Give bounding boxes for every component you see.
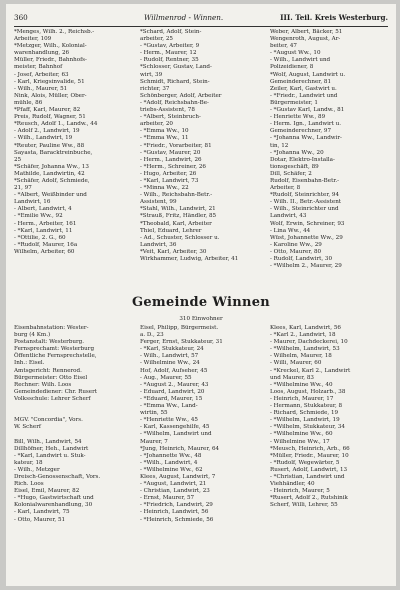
entry-line: Schönberger, Adolf, Arbeiter bbox=[140, 92, 222, 99]
entry-line: - Karl, Kassengehilfe, 45 bbox=[140, 424, 210, 431]
entry-line: - *Friedrich, Landwirt, 29 bbox=[140, 502, 213, 509]
entry-line: - *Johanna Ww., Landwir- bbox=[270, 135, 342, 142]
entry-line bbox=[14, 410, 132, 417]
entry-line: Viehhändler, 40 bbox=[270, 481, 315, 488]
entry-line: - *Heinrich, Schmiede, 56 bbox=[140, 516, 214, 523]
entry-line: - Maurer, Dachdeckerei, 10 bbox=[270, 339, 348, 346]
entry-line: *Müller, Friedr., Maurer, 10 bbox=[270, 452, 349, 459]
entry-line: und Maurer, 83 bbox=[270, 374, 314, 381]
entry-line: Nink, Alois, Müller, Ober- bbox=[14, 92, 87, 99]
entry-line: - Herm., Maurer, 12 bbox=[140, 50, 197, 57]
entry-line: Wilhelm, Arbeiter, 60 bbox=[14, 248, 75, 255]
entry-line: - *August 2., Maurer, 43 bbox=[140, 381, 209, 388]
entry-line: - Rudolf, Rentner, 35 bbox=[140, 57, 199, 64]
entry-line: *Meusch, Heinrich, Arb., 66 bbox=[270, 445, 350, 452]
entry-line: - Karoline Ww., 29 bbox=[270, 241, 322, 248]
entry-line: - *August Ww., 10 bbox=[270, 50, 321, 57]
entry-line: Polizeidiener, 8 bbox=[270, 64, 314, 71]
entry-line: - *Emilie Ww., 92 bbox=[14, 213, 63, 220]
entry-line: - *Wilhelm, Landwirt, 53 bbox=[270, 346, 340, 353]
entry-line: - Wilhelmine Ww., 17 bbox=[270, 438, 330, 445]
entry-line: - Hermann, Stukkateur, 8 bbox=[270, 403, 343, 410]
entry-line: Bürgermeister, 1 bbox=[270, 99, 318, 106]
entry-line bbox=[14, 403, 132, 410]
entry-line: beiter, 47 bbox=[270, 43, 297, 50]
entry-line: - Richard, Schmiede, 19 bbox=[270, 410, 339, 417]
entry-line: - Wilh., Landwirt und bbox=[270, 57, 331, 64]
entry-line: - *Wilhelmine Ww., 40 bbox=[270, 381, 333, 388]
entry-line: Müller, Friedr., Bahnhofs- bbox=[14, 57, 87, 64]
entry-line: - *Albert, Weißbinder und bbox=[14, 192, 87, 199]
entry-line: - Karl, Kriegsinvalide, 51 bbox=[14, 78, 85, 85]
entry-line: Eisenbahnstation: Wester- bbox=[14, 325, 89, 331]
entry-line: - *Rudolf, Maurer, 16a bbox=[14, 241, 78, 248]
entry-line: Volksschule: Lehrer Scherf bbox=[14, 395, 91, 402]
entry-line: burg (4 Km.) bbox=[14, 332, 51, 339]
entry-line: - Wilh. II., Betr.-Assistent bbox=[270, 199, 342, 206]
entry-line: *Metzger, Wilh., Kolonial- bbox=[14, 43, 87, 50]
entry-line: - *Wilhelmine Ww., 62 bbox=[140, 466, 203, 473]
entry-line: kateur, 18 bbox=[14, 459, 43, 466]
entry-line: Kolonialwarenhandlung, 30 bbox=[14, 502, 93, 509]
entry-line: Loos, August, Holzarb., 38 bbox=[270, 388, 346, 395]
entry-line: - *August, Landwirt, 21 bbox=[140, 481, 207, 488]
entry-line: Landwirt, 36 bbox=[140, 241, 177, 248]
entry-line: Schmidt, Richard, Stein- bbox=[140, 78, 210, 85]
entry-line: wirt, 39 bbox=[140, 71, 163, 78]
page-number: 360 bbox=[14, 13, 28, 22]
entry-line: *Schlosser, Gustav, Land- bbox=[140, 64, 212, 71]
entry-line: - Heinrich, Maurer, 17 bbox=[270, 395, 334, 402]
bottom-column-3 bbox=[270, 325, 390, 509]
entry-line: Amtsgericht: Rennerod. bbox=[14, 367, 82, 374]
entry-line: *Rusert, Adolf 2., Rutshinik bbox=[270, 495, 348, 502]
entry-line: Assistent, 99 bbox=[140, 199, 177, 206]
entry-line: Preis, Rudolf, Wagner, 51 bbox=[14, 114, 86, 121]
entry-line: Rechner: Wilh. Loos bbox=[14, 381, 72, 388]
entry-line: *Reusch, Adolf 1., Landw., 44 bbox=[14, 121, 98, 128]
entry-line: Weber, Albert, Bäcker, 51 bbox=[270, 29, 343, 35]
entry-line: - Ad., Schuster, Schlosser u. bbox=[140, 234, 220, 241]
entry-line: *Jung, Heinrich, Maurer, 64 bbox=[140, 445, 220, 452]
entry-line: - *Christian, Landwirt und bbox=[270, 473, 345, 480]
entry-line: - *Wilhelm, Stukkateur, 34 bbox=[270, 424, 345, 431]
entry-line: - Willi, Maurer, 60 bbox=[270, 360, 322, 367]
entry-line: - Heinrich, Maurer, 5 bbox=[270, 488, 330, 495]
entry-line: Landwirt, 16 bbox=[14, 199, 51, 206]
entry-line: meister, Bahnhof bbox=[14, 64, 63, 71]
directory-page bbox=[6, 4, 396, 586]
entry-line: Dill, Schäfer, 2 bbox=[270, 170, 312, 177]
entry-line: - Wilh., Landwirt, 57 bbox=[140, 353, 199, 360]
entry-line: Wüst, Johannette Ww., 29 bbox=[270, 234, 343, 241]
entry-line: Klees, August, Landwirt, 7 bbox=[140, 473, 216, 480]
entry-line: - Josef, Arbeiter, 63 bbox=[14, 71, 69, 78]
entry-line: - *Wilhelmine Ww., 60 bbox=[270, 431, 333, 438]
entry-line: Rusert, Adolf, Landwirt, 13 bbox=[270, 466, 348, 473]
entry-line: - Herm., Arbeiter, 161 bbox=[14, 220, 77, 227]
entry-line: Hof, Adolf, Aufseher, 45 bbox=[140, 367, 208, 374]
entry-line: - Adolf 2., Landwirt, 19 bbox=[14, 128, 80, 135]
entry-line: Fernsprechamt: Westerburg bbox=[14, 346, 95, 353]
entry-line: Sayasta, Baracktreinbuche, bbox=[14, 149, 93, 156]
entry-line: - *Karl, Landwirt, 11 bbox=[14, 227, 73, 234]
entry-line: Bürgermeister: Otto Eisel bbox=[14, 374, 88, 381]
entry-line: - *Johanna Ww., 20 bbox=[270, 149, 324, 156]
entry-line: - *Hugo, Gastwirtschaft und bbox=[14, 495, 94, 502]
entry-line: Dillhöfner, Heh., Landwirt bbox=[14, 445, 89, 452]
entry-line: Eisel, Philipp, Bürgermeist. bbox=[140, 325, 219, 331]
entry-line: - *Eduard, Maurer, 15 bbox=[140, 395, 203, 402]
entry-line: - *Herm., Schreiner, 26 bbox=[140, 163, 206, 170]
entry-line: Landwirt, 43 bbox=[270, 213, 307, 220]
entry-line: arbeiter, 25 bbox=[140, 36, 173, 43]
entry-line: *Schäfer, Johanna Ww., 13 bbox=[14, 163, 89, 170]
entry-line: - *Minna Ww., 22 bbox=[140, 185, 189, 192]
entry-line: Gemeinderechner, 97 bbox=[270, 128, 332, 135]
bottom-column-2 bbox=[140, 325, 262, 524]
entry-line: - *Ottilie, 2. G., 60 bbox=[14, 234, 66, 241]
entry-line: *Rudolf, Steinrichter, 94 bbox=[270, 192, 340, 199]
entry-line: - Wilh., Reichsbahn-Betr.- bbox=[140, 192, 213, 199]
entry-line: - *Gustav, Maurer, 20 bbox=[140, 149, 201, 156]
entry-line: Arbeiter, 8 bbox=[270, 185, 301, 192]
entry-line bbox=[14, 431, 132, 438]
section-population: 310 Einwohner bbox=[179, 316, 223, 322]
entry-line: - *Emma Ww., Land- bbox=[140, 403, 198, 410]
entry-line: - Wilh., Metzger bbox=[14, 466, 60, 473]
entry-line: - Lina Ww., 44 bbox=[270, 227, 311, 234]
entry-line: Zeiler, Karl, Gastwirt u. bbox=[270, 85, 337, 92]
entry-line: - *Adolf, Reichsbahn-Be- bbox=[140, 99, 209, 106]
entry-line: Dreisch-Genossenschaft, Vors. bbox=[14, 473, 101, 480]
running-head: Willmenrod - Winnen. bbox=[144, 13, 224, 22]
entry-line: - Aug., Maurer, 55 bbox=[140, 374, 192, 381]
entry-line: Klees, Karl, Landwirt, 56 bbox=[270, 325, 341, 331]
entry-line: *Schäfer, Adolf, Schmiede, bbox=[14, 177, 90, 184]
entry-line: *Wolf, August, Landwirt u. bbox=[270, 71, 346, 78]
top-column-1 bbox=[14, 29, 132, 256]
entry-line: - Wilhelm, Maurer, 18 bbox=[270, 353, 332, 360]
entry-line: Ferger, Ernst, Stukkateur, 31 bbox=[140, 339, 223, 346]
entry-line: Mathilde, Landwirtin, 42 bbox=[14, 170, 85, 177]
entry-line: - *Henriette Ww., 45 bbox=[140, 417, 198, 424]
entry-line: Maurer, 7 bbox=[140, 438, 168, 445]
entry-line: *Reuter, Pauline Ww., 88 bbox=[14, 142, 85, 149]
entry-line: Rudolf, Eisenbahn-Betr.- bbox=[270, 177, 340, 184]
entry-line: Inh.: Eisel. bbox=[14, 360, 45, 367]
entry-line: *Theobald, Karl, Arbeiter bbox=[140, 220, 212, 227]
entry-line: - Rudolf, Landwirt, 30 bbox=[270, 256, 333, 262]
entry-line: Bill, Wilh., Landwirt, 54 bbox=[14, 438, 82, 445]
entry-line: - Eduard, Landwirt, 20 bbox=[140, 388, 205, 395]
entry-line: - *Emma Ww., 10 bbox=[140, 128, 189, 135]
entry-line: MGV. "Concordia", Vors. bbox=[14, 417, 83, 424]
entry-line: Scherf, Willi, Lehrer, 55 bbox=[270, 502, 338, 509]
entry-line: tionsgeschäft, 89 bbox=[270, 163, 319, 170]
entry-line: Wengenroth, August, Ar- bbox=[270, 36, 341, 43]
entry-line: - Herm., Landwirt, 26 bbox=[140, 156, 202, 163]
entry-line: wirtin, 55 bbox=[140, 410, 168, 417]
entry-line: - *Johannette Ww., 48 bbox=[140, 452, 202, 459]
entry-line: Gemeinderechner, 81 bbox=[270, 78, 332, 85]
entry-line: Wirkhammer, Ludwig, Arbeiter, 41 bbox=[140, 256, 239, 262]
entry-line: Wolf, Erwin, Schreiner, 93 bbox=[270, 220, 345, 227]
bottom-column-1 bbox=[14, 325, 132, 524]
entry-line: *Strauß, Fritz, Händler, 85 bbox=[140, 213, 217, 220]
entry-line: W. Scherf bbox=[14, 424, 41, 431]
top-column-2 bbox=[140, 29, 262, 263]
entry-line: richter, 37 bbox=[140, 85, 170, 92]
entry-line: arbeiter, 20 bbox=[140, 121, 173, 128]
entry-line: - Wilh., Landwirt, 19 bbox=[14, 135, 73, 142]
entry-line: - Wilhelmine Ww., 24 bbox=[140, 360, 200, 367]
part-title: III. Teil. Kreis Westerburg. bbox=[280, 13, 388, 22]
entry-line: *Veit, Karl, Arbeiter, 30 bbox=[140, 248, 207, 255]
entry-line: - Otto, Maurer, 80 bbox=[270, 248, 322, 255]
entry-line: - *Karl, Stukkateur, 24 bbox=[140, 346, 204, 353]
entry-line: warenhandlung, 26 bbox=[14, 50, 70, 57]
entry-line: *Menges, Wilh. 2., Reichsb.- bbox=[14, 29, 95, 35]
entry-line: - Wilh., Steinrichter und bbox=[270, 206, 339, 213]
entry-line: - *Friedr., Vorarbeiter, 81 bbox=[140, 142, 212, 149]
entry-line: - Christian, Landwirt, 23 bbox=[140, 488, 210, 495]
page-header bbox=[14, 13, 388, 25]
entry-line: a. D., 23 bbox=[140, 332, 164, 339]
entry-line: Eisel, Emil, Maurer, 82 bbox=[14, 488, 80, 495]
entry-line: Postanstalt: Westerburg. bbox=[14, 339, 85, 346]
entry-line: - Ernst, Maurer, 57 bbox=[140, 495, 195, 502]
entry-line: - *Albert, Steinbruch- bbox=[140, 114, 201, 121]
entry-line: mühle, 86 bbox=[14, 99, 43, 106]
entry-line: Gemeindediener: Chr. Rusert bbox=[14, 388, 98, 395]
entry-line: - *Gustav, Arbeiter, 9 bbox=[140, 43, 200, 50]
entry-line: - *Wilhelm, Landwirt und bbox=[140, 431, 212, 438]
entry-line: *Schard, Adolf, Stein- bbox=[140, 29, 202, 35]
entry-line: - Henriette Ww., 89 bbox=[270, 114, 326, 121]
entry-line: - *Karl 2., Landwirt, 18 bbox=[270, 332, 336, 339]
entry-line: - Hugo, Arbeiter, 26 bbox=[140, 170, 197, 177]
entry-line: - *Karl, Landwirt, 73 bbox=[140, 177, 199, 184]
entry-line: 25 bbox=[14, 156, 22, 163]
entry-line: - *Kreckel, Karl 2., Landwirt bbox=[270, 367, 351, 374]
entry-line: triebs-Assistent, 78 bbox=[140, 107, 195, 114]
entry-line: Thiel, Eduard, Lehrer bbox=[140, 227, 202, 234]
entry-line: - *Emma Ww., 11 bbox=[140, 135, 189, 142]
top-column-3 bbox=[270, 29, 390, 270]
entry-line: - *Gustav Karl, Landw., 81 bbox=[270, 107, 345, 114]
entry-line: - Heinrich, Landwirt, 56 bbox=[140, 509, 209, 516]
entry-line: - *Rudolf, Wegewärter, 5 bbox=[270, 459, 340, 466]
entry-line: - Herm. Ign., Landwirt u. bbox=[270, 121, 342, 128]
entry-line: Rich. Loos bbox=[14, 481, 44, 488]
entry-line: - Karl, Landwirt, 75 bbox=[14, 509, 70, 516]
entry-line: - Albert, Landwirt, 4 bbox=[14, 206, 72, 213]
entry-line: - *Wilhelm, Landwirt, 19 bbox=[270, 417, 340, 424]
entry-line: - *Friedr., Landwirt und bbox=[270, 92, 338, 99]
entry-line: - *Wilhelm 2., Maurer, 29 bbox=[270, 263, 342, 270]
entry-line: Dotar, Elektro-Installa- bbox=[270, 156, 335, 163]
entry-line: - Otto, Maurer, 51 bbox=[14, 516, 66, 523]
header-rule bbox=[14, 26, 388, 27]
entry-line: *Pfaff, Karl, Maurer, 82 bbox=[14, 107, 81, 114]
entry-line: - *Wilh., Landwirt, 4 bbox=[140, 459, 198, 466]
entry-line: - *Karl, Landwirt u. Stuk- bbox=[14, 452, 86, 459]
entry-line: Öffentliche Fernsprechstelle, bbox=[14, 353, 97, 360]
entry-line: tin, 12 bbox=[270, 142, 289, 149]
entry-line: Arbeiter, 109 bbox=[14, 36, 52, 43]
entry-line: *Stahl, Wilh., Landwirt, 21 bbox=[140, 206, 216, 213]
section-title: Gemeinde Winnen bbox=[131, 295, 271, 310]
entry-line: 21, 97 bbox=[14, 185, 32, 192]
entry-line: - Wilh., Maurer, 51 bbox=[14, 85, 68, 92]
